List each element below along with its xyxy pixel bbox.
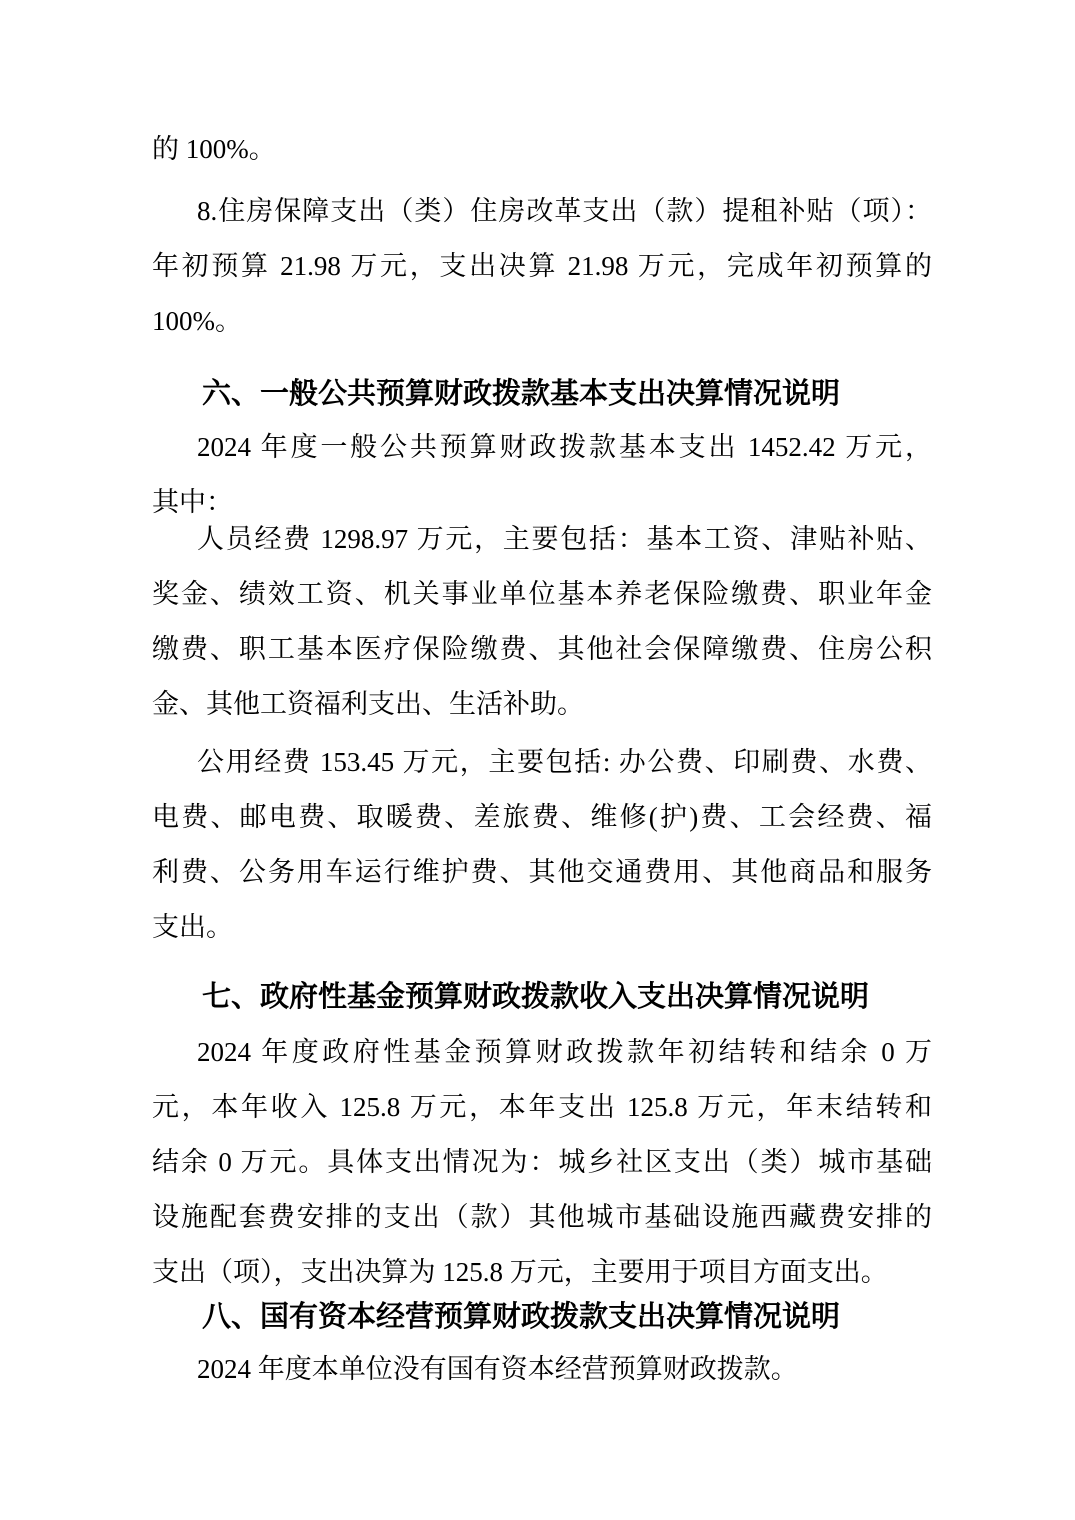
text-line: 六、一般公共预算财政拨款基本支出决算情况说明 — [202, 378, 841, 410]
paragraph — [152, 1342, 932, 1397]
text-line: 2024 年度政府性基金预算财政拨款年初结转和结余 0 万 — [197, 1037, 932, 1067]
text-line: 八、国有资本经营预算财政拨款支出决算情况说明 — [202, 1301, 841, 1333]
text-line: 2024 年度本单位没有国有资本经营预算财政拨款。 — [197, 1354, 798, 1384]
section-heading — [152, 1290, 932, 1345]
text-line: 奖金、绩效工资、机关事业单位基本养老保险缴费、职业年金 — [152, 579, 932, 609]
paragraph — [152, 512, 932, 732]
paragraph — [152, 1025, 932, 1300]
paragraph — [152, 184, 932, 349]
text-line: 支出（项），支出决算为 125.8 万元，主要用于项目方面支出。 — [152, 1257, 888, 1287]
text-line: 人员经费 1298.97 万元，主要包括：基本工资、津贴补贴、 — [197, 524, 932, 554]
text-line: 2024 年度一般公共预算财政拨款基本支出 1452.42 万元， — [197, 432, 932, 462]
text-line: 其中： — [152, 487, 233, 517]
text-line: 100%。 — [152, 306, 242, 336]
section-heading — [152, 367, 932, 422]
text-line: 年初预算 21.98 万元，支出决算 21.98 万元，完成年初预算的 — [152, 251, 932, 281]
text-line: 元，本年收入 125.8 万元，本年支出 125.8 万元，年末结转和 — [152, 1092, 932, 1122]
text-line: 设施配套费安排的支出（款）其他城市基础设施西藏费安排的 — [152, 1202, 932, 1232]
paragraph — [152, 122, 932, 177]
text-line: 8.住房保障支出（类）住房改革支出（款）提租补贴（项）： — [197, 196, 932, 226]
text-line: 的 100%。 — [152, 134, 276, 164]
text-line: 金、其他工资福利支出、生活补助。 — [152, 689, 584, 719]
document-body — [152, 122, 932, 1397]
text-line: 利费、公务用车运行维护费、其他交通费用、其他商品和服务 — [152, 857, 932, 887]
text-line: 公用经费 153.45 万元，主要包括: 办公费、印刷费、水费、 — [197, 747, 932, 777]
text-line: 电费、邮电费、取暖费、差旅费、维修(护)费、工会经费、福 — [152, 802, 932, 832]
section-heading — [152, 970, 932, 1025]
text-line: 缴费、职工基本医疗保险缴费、其他社会保障缴费、住房公积 — [152, 634, 932, 664]
text-line: 支出。 — [152, 912, 233, 942]
paragraph — [152, 735, 932, 955]
text-line: 结余 0 万元。具体支出情况为：城乡社区支出（类）城市基础 — [152, 1147, 932, 1177]
text-line: 七、政府性基金预算财政拨款收入支出决算情况说明 — [202, 981, 870, 1013]
